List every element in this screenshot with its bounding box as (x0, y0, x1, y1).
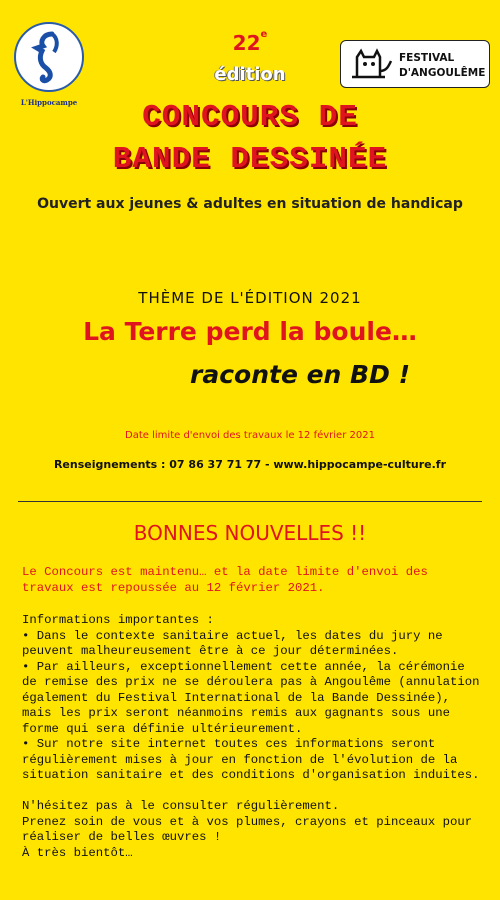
theme-line2: raconte en BD ! (190, 360, 410, 389)
info-bullet-website: • Sur notre site internet toutes ces informations seront régulièrement mises à jour en fonction de l'évolution de la situation sanitaire et des conditions d'organisation induites. (22, 737, 480, 782)
info-heading: Informations importantes : (22, 613, 214, 627)
closing-care: Prenez soin de vous et à vos plumes, crayons et pinceaux pour réaliser de belles œuvres ! (22, 814, 473, 844)
news-title: BONNES NOUVELLES !! (133, 521, 367, 545)
subtitle: Ouvert aux jeunes & adultes en situation de handicap (37, 196, 463, 212)
festival-line2: D'ANGOULÊME (399, 67, 486, 79)
theme-heading: THÈME DE L'ÉDITION 2021 (138, 289, 362, 307)
edition-number: 22e (232, 29, 268, 55)
info-bullet-jury: • Dans le contexte sanitaire actuel, les dates du jury ne peuvent malheureusement être à ce jour déterminées. (22, 628, 443, 658)
divider (18, 501, 482, 502)
seahorse-icon (14, 22, 84, 92)
info-bullet-ceremony: • Par ailleurs, exceptionnellement cette année, la cérémonie de remise des prix ne se déroulera pas à Angoulême (annulation également du Festival International de la Bande Dessinée), mais les prix seront néanmoins remis aux gagnants sous une forme qui sera définie ultérieurement. (22, 659, 480, 736)
closing-consult: N'hésitez pas à le consulter régulièrement. (22, 799, 340, 813)
festival-angouleme-logo (340, 40, 490, 88)
hippocampe-logo (14, 22, 84, 107)
cat-icon (349, 47, 395, 81)
closing-goodbye: À très bientôt… (22, 845, 133, 860)
contact-info: Renseignements : 07 86 37 71 77 - www.hippocampe-culture.fr (53, 458, 447, 471)
edition-word: édition (214, 64, 286, 85)
news-body (22, 613, 480, 861)
title-line2: BANDE DESSINÉE (112, 142, 388, 177)
theme-line1: La Terre perd la boule… (83, 317, 417, 346)
title-line1: CONCOURS DE (142, 100, 358, 135)
festival-line1: FESTIVAL (399, 52, 455, 64)
hippocampe-caption: L'Hippocampe (20, 98, 78, 107)
news-lead: Le Concours est maintenu… et la date limite d'envoi des travaux est repoussée au 12 février 2021. (22, 565, 428, 595)
deadline-text: Date limite d'envoi des travaux le 12 février 2021 (125, 430, 375, 441)
